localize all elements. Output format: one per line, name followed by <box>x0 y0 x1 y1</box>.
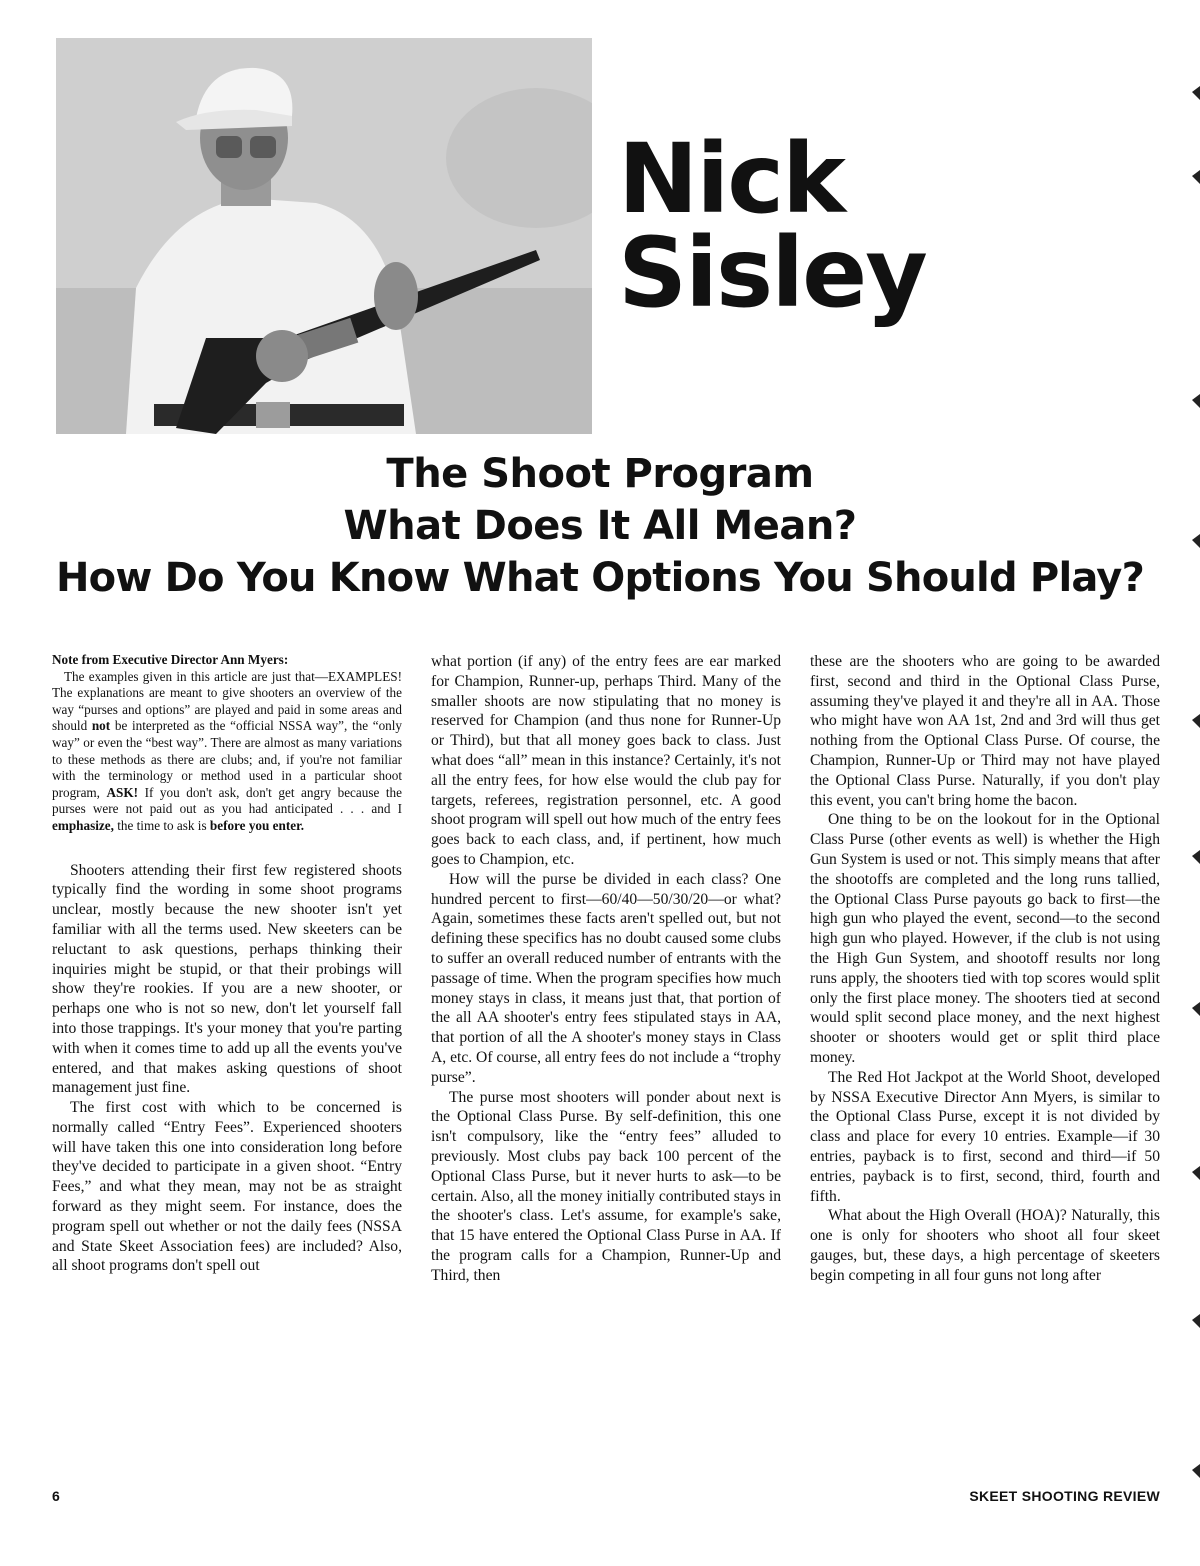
body-paragraph: what portion (if any) of the entry fees are ear marked for Champion, Runner-up, perhaps Third. Many of the smaller shoots are now stipulating that no money is reserved for Champion (and thus none for Runner-Up or Third), but that all money goes back to class. Just what does “all” mean in this instance? Certainly, it's not all the entry fees, for how else would the club pay for targets, referees, registration personnel, etc. A good shoot program will spell out how much of the entry fees goes back to each class, and, if pertinent, how much goes to Champion, etc. <box>431 653 781 868</box>
note-text-part: the time to ask is <box>117 817 207 833</box>
body-paragraph: One thing to be on the lookout for in the Optional Class Purse (other events as well) is whether the High Gun System is used or not. This simply means that after the shootoffs are completed and the long runs tallied, the Optional Class Purse payouts go back to first—the high gun who played the event, second—to the second high gun who played. However, if the club is not using the High Gun System, and shootoff results nor long runs apply, the shooters tied with top scores would split only the first place money. The shooters tied at second would split second place money, and the next highest shooter or shooters would get or split third place money. <box>810 811 1160 1066</box>
note-emphasis: emphasize, <box>52 817 114 833</box>
body-paragraph: Shooters attending their first few registered shoots typically find the wording in some shoot programs unclear, mostly because the new shooter isn't yet familiar with all the terms used. New skeeters can be reluctant to ask questions, perhaps thinking their inquiries might be stupid, or that their probings will show they're rookies. If you are a new shooter, or perhaps one who is not so new, don't let yourself fall into those trappings. It's your money that you're parting with when it comes time to add up all the events you've entered, and that makes asking questions of shoot management just fine. <box>52 861 402 1097</box>
column-1 <box>52 652 402 1478</box>
shooter-photo-illustration <box>56 38 592 434</box>
author-first-name: Nick <box>618 123 844 235</box>
note-text-part: be interpreted as the “official NSSA way”, the “only way” or even the “best way”. There are almost as many variations to these methods as there are clubs; and, if you're not familiar with the terminology or method used in a particular shoot program, <box>52 718 403 800</box>
note-text-part: If you don't ask, don't get angry because the purses were not paid out as you had anticipated . . . and I <box>52 784 402 817</box>
editor-note <box>52 652 402 835</box>
headline-line-3: How Do You Know What Options You Should Play? <box>55 555 1144 601</box>
headline-line-2: What Does It All Mean? <box>343 503 857 549</box>
author-name <box>618 123 1038 329</box>
body-paragraph: What about the High Overall (HOA)? Naturally, this one is only for shooters who shoot all four skeet gauges, but, these days, a high percentage of skeeters begin competing in all four guns not long after <box>810 1207 1160 1284</box>
author-last-name: Sisley <box>618 217 926 329</box>
magazine-name: SKEET SHOOTING REVIEW <box>969 1488 1160 1504</box>
body-paragraph: How will the purse be divided in each class? One hundred percent to first—60/40—50/30/20—or what? Again, sometimes these facts aren't spelled out, but not defining these specifics has no doubt caused some clubs to suffer an overall reduced number of entrants with the passage of time. When the program specifies how much money stays in class, it means just that, that portion of the all AA shooter's entry fees stipulated stays in AA, that portion of all the A shooter's money stays in Class A, etc. Of course, all entry fees do not include a “trophy purse”. <box>431 870 781 1086</box>
body-paragraph: The first cost with which to be concerned is normally called “Entry Fees”. Experienced shooters will have taken this one into consideration long before they've decided to participate in a given shoot. “Entry Fees,” and what they mean, may not be as straight forward as they might seem. For instance, does the program spell out whether or not the daily fees (NSSA and State Skeet Association fees) are included? Also, all shoot programs don't spell out <box>52 1099 402 1275</box>
column-3 <box>810 652 1160 1478</box>
column-2 <box>431 652 781 1478</box>
note-heading: Note from Executive Director Ann Myers: <box>52 652 289 667</box>
note-text <box>52 669 402 835</box>
page-number: 6 <box>52 1488 60 1504</box>
article-headline <box>40 448 1160 604</box>
body-paragraph: these are the shooters who are going to be awarded first, second and third in the Optional Class Purse, assuming they've played it and they're all in AA. Those who might have won AA 1st, 2nd and 3rd will thus get nothing from the Optional Class Purse. Of course, the Champion, Runner-Up or Third may not have played the Optional Class Purse. Naturally, if you don't play this event, you can't bring home the bacon. <box>810 653 1160 809</box>
article-body <box>52 652 1160 1478</box>
page-footer <box>52 1488 1160 1510</box>
note-emphasis: before you enter. <box>209 817 305 833</box>
note-emphasis: ASK! <box>106 784 139 800</box>
author-photo <box>56 38 592 434</box>
note-text-part: The examples given in this article are just that—EXAMPLES! The explanations are meant to give shooters an overview of the way “purses and options” are played and paid in some areas and should <box>52 668 402 734</box>
note-emphasis: not <box>91 718 111 734</box>
body-paragraph: The Red Hot Jackpot at the World Shoot, developed by NSSA Executive Director Ann Myers, is similar to the Optional Class Purse, except it is not divided by class and place for every 10 entries. Example—if 30 entries, payback is to first, second and third—if 50 entries, payback is to first, second, third, fourth and fifth. <box>810 1068 1160 1205</box>
body-paragraph: The purse most shooters will ponder about next is the Optional Class Purse. By self-definition, this one isn't compulsory, like the “entry fees” alluded to previously. Most clubs pay back 100 percent of the Optional Class Purse, but it never hurts to ask—to be certain. Also, all the money initially contributed stays in the shooter's class. Let's assume, for example's sake, that 15 have entered the Optional Class Purse in AA. If the program calls for a Champion, Runner-Up and Third, then <box>431 1088 781 1284</box>
binding-edge-marks <box>1180 0 1200 1566</box>
headline-line-1: The Shoot Program <box>386 451 814 497</box>
